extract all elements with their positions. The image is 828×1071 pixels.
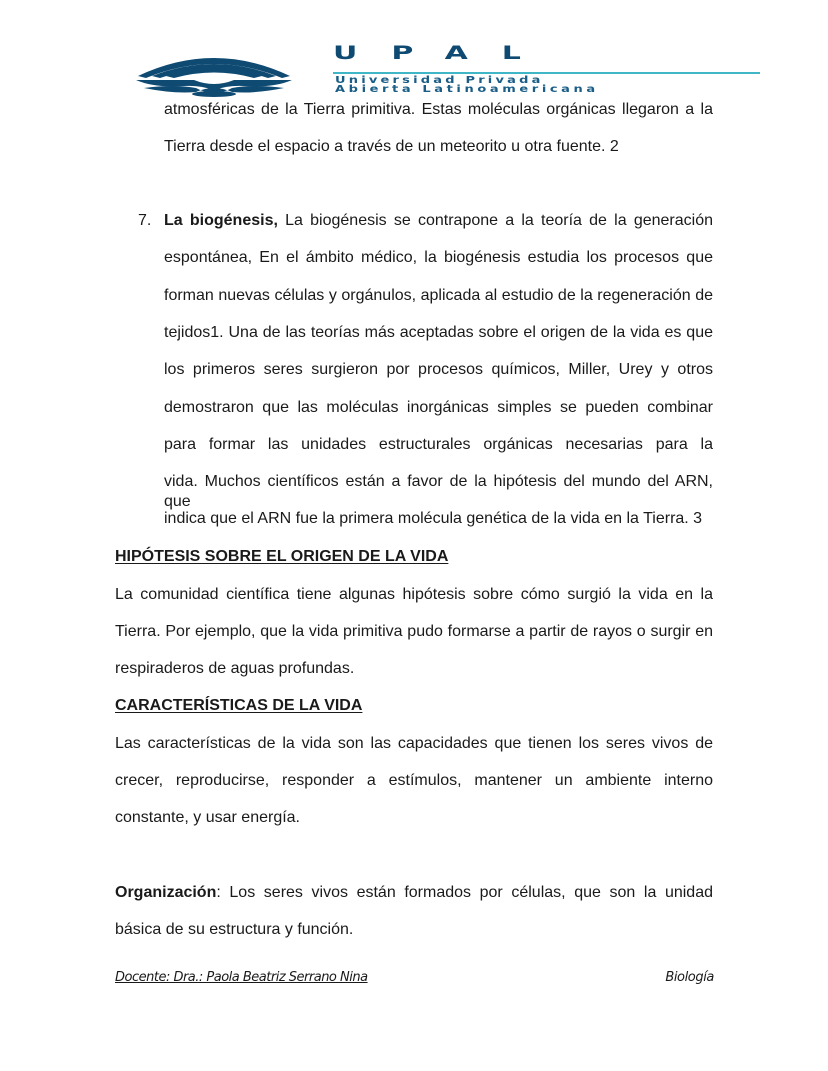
logo-subtitle-line2: Abierta Latinoamericana — [335, 83, 599, 95]
paragraph-line: demostraron que las moléculas inorgánicas simples se pueden combinar — [164, 399, 713, 416]
paragraph-line: indica que el ARN fue la primera molécula genética de la vida en la Tierra. 3 — [164, 510, 703, 527]
list-number: 7. — [138, 212, 152, 229]
logo-accent-line — [333, 72, 760, 74]
paragraph-line: vida. Muchos científicos están a favor de la hipótesis del mundo del ARN, que — [164, 473, 713, 510]
page-header — [130, 44, 770, 100]
organizacion-text: : Los seres vivos están formados por células, que son la unidad — [216, 884, 713, 901]
paragraph-line: Las características de la vida son las capacidades que tienen los seres vivos de — [115, 735, 713, 752]
paragraph-line: Tierra desde el espacio a través de un meteorito u otra fuente. 2 — [164, 138, 619, 155]
paragraph-line: los primeros seres surgieron por procesos químicos, Miller, Urey y otros — [164, 361, 713, 378]
paragraph-line: básica de su estructura y función. — [115, 921, 354, 938]
upal-emblem-icon — [134, 48, 294, 98]
paragraph-line: Tierra. Por ejemplo, que la vida primitiva pudo formarse a partir de rayos o surgir en — [115, 623, 713, 640]
paragraph-line: respiraderos de aguas profundas. — [115, 660, 355, 677]
organizacion-term: Organización — [115, 884, 217, 901]
paragraph-line: tejidos1. Una de las teorías más aceptadas sobre el origen de la vida es que — [164, 324, 713, 341]
paragraph-line: La comunidad científica tiene algunas hipótesis sobre cómo surgió la vida en la — [115, 586, 713, 603]
logo-subtitle-line1: Universidad Privada — [335, 74, 544, 86]
paragraph-line: forman nuevas células y orgánulos, aplicada al estudio de la regeneración de — [164, 287, 713, 304]
section-heading-hipotesis: HIPÓTESIS SOBRE EL ORIGEN DE LA VIDA — [115, 548, 449, 565]
list-item-text: La biogénesis se contrapone a la teoría de la generación — [285, 212, 714, 229]
organizacion-first-line — [115, 883, 713, 903]
footer-docente: Docente: Dra.: Paola Beatriz Serrano Nina — [115, 970, 368, 985]
logo-title: UPAL — [333, 42, 555, 64]
paragraph-line: crecer, reproducirse, responder a estímulos, mantener un ambiente interno — [115, 772, 713, 789]
section-heading-caracteristicas: CARACTERÍSTICAS DE LA VIDA — [115, 697, 363, 714]
paragraph-line: para formar las unidades estructurales orgánicas necesarias para la — [164, 436, 713, 453]
list-item-first-line — [164, 211, 713, 231]
list-item-title: La biogénesis, — [164, 212, 278, 229]
footer-subject: Biología — [665, 970, 714, 985]
upal-wordmark — [333, 42, 763, 96]
paragraph-line: constante, y usar energía. — [115, 809, 300, 826]
paragraph-line: espontánea, En el ámbito médico, la biogénesis estudia los procesos que — [164, 249, 713, 266]
paragraph-line: atmosféricas de la Tierra primitiva. Estas moléculas orgánicas llegaron a la — [164, 101, 713, 118]
